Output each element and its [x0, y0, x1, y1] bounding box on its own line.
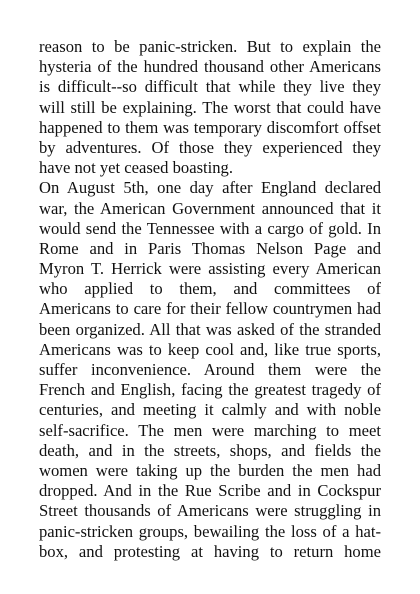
text-line: hysteria of the hundred thousand other Americans	[39, 57, 381, 77]
text-line: women were taking up the burden the men had	[39, 460, 381, 480]
text-line: Americans was to keep cool and, like true sports,	[39, 339, 381, 359]
document-page	[39, 37, 381, 562]
text-line: On August 5th, one day after England declared	[39, 178, 381, 198]
text-line: French and English, facing the greatest tragedy of	[39, 380, 381, 400]
text-line: would send the Tennessee with a cargo of gold. In	[39, 218, 381, 238]
text-line: death, and in the streets, shops, and fields the	[39, 440, 381, 460]
text-line: box, and protesting at having to return home	[39, 541, 381, 561]
text-line: panic-stricken groups, bewailing the loss of a hat-	[39, 521, 381, 541]
text-line: self-sacrifice. The men were marching to meet	[39, 420, 381, 440]
text-line: been organized. All that was asked of the stranded	[39, 319, 381, 339]
text-line: Street thousands of Americans were struggling in	[39, 501, 381, 521]
paragraph	[39, 178, 381, 562]
text-line: war, the American Government announced that it	[39, 198, 381, 218]
text-line: who applied to them, and committees of	[39, 279, 381, 299]
text-line: is difficult--so difficult that while they live they	[39, 77, 381, 97]
text-line: Americans to care for their fellow countrymen had	[39, 299, 381, 319]
text-line: Rome and in Paris Thomas Nelson Page and	[39, 238, 381, 258]
text-line: dropped. And in the Rue Scribe and in Cockspur	[39, 481, 381, 501]
paragraph	[39, 37, 381, 178]
text-line: centuries, and meeting it calmly and with noble	[39, 400, 381, 420]
text-line: reason to be panic-stricken. But to explain the	[39, 37, 381, 56]
text-line: Myron T. Herrick were assisting every American	[39, 259, 381, 279]
text-line: suffer inconvenience. Around them were the	[39, 360, 381, 379]
text-line: by adventures. Of those they experienced they	[39, 137, 381, 157]
text-line: have not yet ceased boasting.	[39, 158, 233, 178]
text-line: happened to them was temporary discomfort offset	[39, 117, 381, 137]
text-line: will still be explaining. The worst that could have	[39, 97, 381, 117]
